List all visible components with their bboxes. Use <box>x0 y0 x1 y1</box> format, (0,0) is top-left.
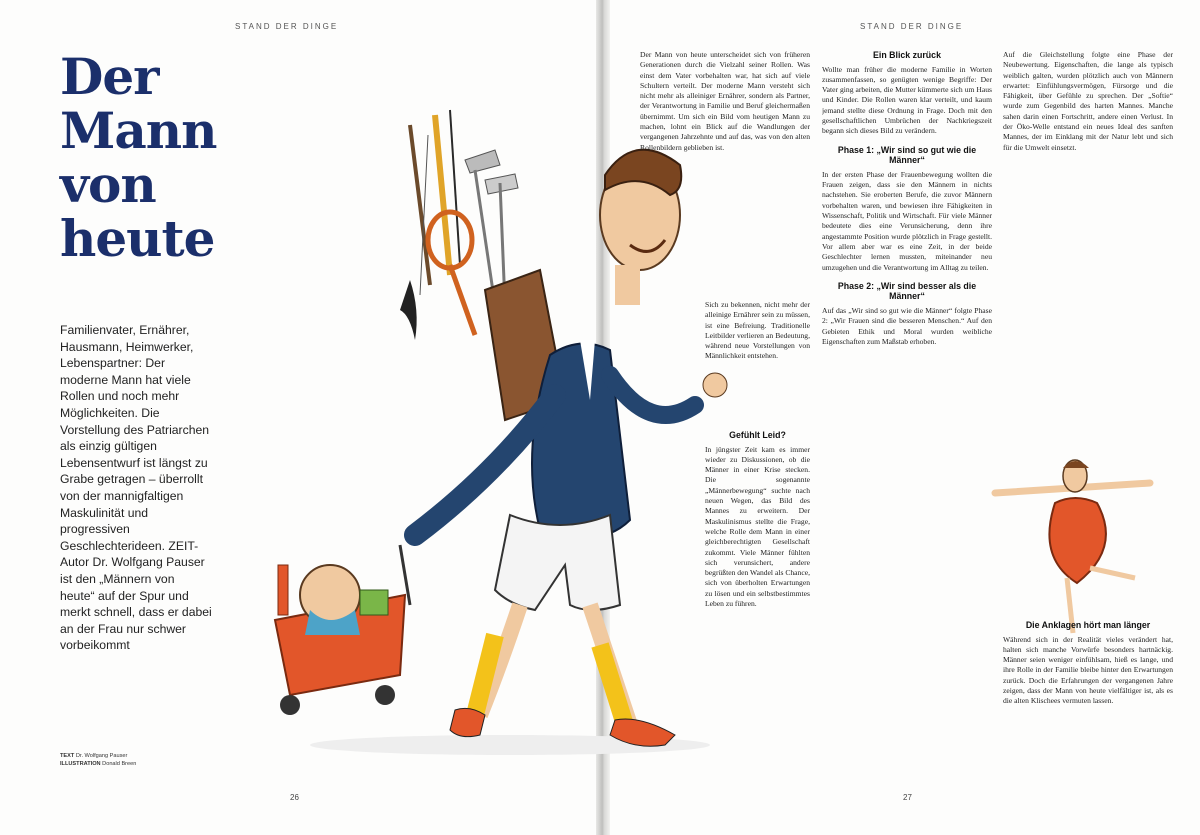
body-paragraph: Wollte man früher die moderne Familie in Worten zusammenfassen, so genügten wenige Begriffe: Der Vater ging arbeiten, die Mutter kümmerte sich um Haus und Kinder. Die Rollen waren klar verteilt, und kaum jemand stellte diese Ordnung in Frage. Doch mit den gesellschaftlichen Umbrüchen der Nachkriegszeit begann sich dieses Bild zu verändern. <box>822 64 992 136</box>
headline-line: Mann <box>60 101 217 160</box>
headline-line: von <box>60 155 156 214</box>
body-paragraph: Auf das „Wir sind so gut wie die Männer“ folgte Phase 2: „Wir Frauen sind die besseren Menschen.“ Auf den Gebieten Ethik und Moral wurden weibliche Eigenschaften zum Maßstab erhoben. <box>822 306 992 346</box>
headline-line: heute <box>60 209 215 268</box>
credit-label: ILLUSTRATION <box>60 761 101 767</box>
section-kicker-left: STAND DER DINGE <box>235 22 339 31</box>
article-headline <box>60 47 230 268</box>
article-column-2 <box>822 50 992 805</box>
headline-line: Der <box>60 47 159 106</box>
body-paragraph: In der ersten Phase der Frauenbewegung wollten die Frauen zeigen, dass sie den Männern in nichts nachstehen. Sie eroberten Berufe, die zuvor Männern vorbehalten waren, und bewiesen ihre Fähigkeiten in Wissenschaft, Politik und Wirtschaft. Für viele Männer bedeutete dies eine Verunsicherung, denn ihre angestammte Position wurde plötzlich in Frage gestellt. Vor allem aber war es eine Zeit, in der beide Geschlechter lernen mussten, miteinander neu umzugehen und die Verantwortung im Alltag zu teilen. <box>822 169 992 272</box>
subheading: Phase 2: „Wir sind besser als die Männer“ <box>837 280 977 302</box>
subheading: Ein Blick zurück <box>873 50 941 60</box>
page-number-left: 26 <box>290 793 299 802</box>
body-paragraph: Während sich in der Realität vieles verändert hat, halten sich manche Vorwürfe besonders hartnäckig. Männer seien weniger einfühlsam, hieß es lange, und ihre Rolle in der Familie bleibe hinter den Erwartungen zurück. Doch die Erfahrungen der vergangenen Jahre zeigen, dass der Mann von heute vielfältiger ist, als es die alten Klischees vermuten lassen. <box>1003 634 1173 706</box>
article-credits <box>60 752 230 768</box>
subheading: Die Anklagen hört man länger <box>1025 620 1151 630</box>
subheading: Gefühlt Leid? <box>729 430 786 440</box>
illustration-balancing-man <box>985 458 1165 638</box>
article-column-1b <box>705 300 810 430</box>
body-paragraph: Sich zu bekennen, nicht mehr der alleinige Ernährer sein zu müssen, ist eine Befreiung. Traditionelle Leitbilder verlieren an Bedeutung, während neue Vorstellungen von Männlichkeit entstehen. <box>705 300 810 361</box>
subheading: Phase 1: „Wir sind so gut wie die Männer“ <box>837 144 977 166</box>
body-paragraph: In jüngster Zeit kam es immer wieder zu Diskussionen, ob die Männer in einer Krise stecken. Die sogenannte „Männerbewegung“ suchte nach neuen Wegen, das Bild des Mannes zu erweitern. Der Maskulinismus stellte die Frage, welche Rolle dem Mann in einer gleichberechtigten Gesellschaft zukommt. Viele Männer fühlten sich verunsichert, andere begrüßten den Wandel als Chance, sich von überholten Erwartungen zu lösen und ein selbstbestimmtes Leben zu führen. <box>705 444 810 609</box>
credit-illustrator: Donald Breen <box>102 761 137 767</box>
body-paragraph: Auf die Gleichstellung folgte eine Phase der Neubewertung. Eigenschaften, die lange als typisch weiblich galten, wurden plötzlich auch von Männern erwartet: Einfühlungsvermögen, Fürsorge und die Fähigkeit, über Gefühle zu sprechen. Der „Softie“ wurde zum Gegenbild des harten Mannes. Manche sahen darin einen Fortschritt, andere einen Verlust. In der Öko-Welle entstand ein neues Ideal des sanften Mannes, der im Einklang mit der Natur lebt und sich für die Umwelt einsetzt. <box>1003 50 1173 152</box>
section-kicker-right: STAND DER DINGE <box>860 22 964 31</box>
body-paragraph: Der Mann von heute unterscheidet sich von früheren Generationen durch die Vielzahl seiner Rollen. Was einst dem Vater vorbehalten war, hat sich auf viele Schultern verteilt. Der moderne Mann versteht sich nicht mehr als alleiniger Ernährer, sondern als Partner, der Verantwortung in Familie und Beruf gleichermaßen übernimmt. Um sich ein Bild vom heutigen Mann zu machen, lohnt ein Blick auf die Wandlungen der vergangenen Jahrzehnte und auf das, was von den alten Rollenbildern geblieben ist. <box>640 50 810 152</box>
article-column-3 <box>1003 50 1173 450</box>
article-intro: Familienvater, Ernährer, Hausmann, Heimwerker, Lebenspartner: Der moderne Mann hat viele Rollen und noch mehr Möglichkeiten. Die Vorstellung des Patriarchen als einzig gültigen Lebensentwurf ist längst zu Grabe getragen – überrollt von der mannigfaltigen Maskulinität und progressiven Geschlechterideen. ZEIT-Autor Dr. Wolfgang Pauser ist den „Männern von heute“ auf der Spur und merkt schnell, dass er dabei an der Frau nur schwer vorbeikommt <box>60 323 212 653</box>
article-column-3b <box>1003 620 1173 805</box>
article-column-1 <box>640 50 810 300</box>
credit-author: Dr. Wolfgang Pauser <box>75 753 128 759</box>
credit-label: TEXT <box>60 753 75 759</box>
article-column-1c <box>705 430 810 800</box>
page-number-right: 27 <box>903 793 912 802</box>
